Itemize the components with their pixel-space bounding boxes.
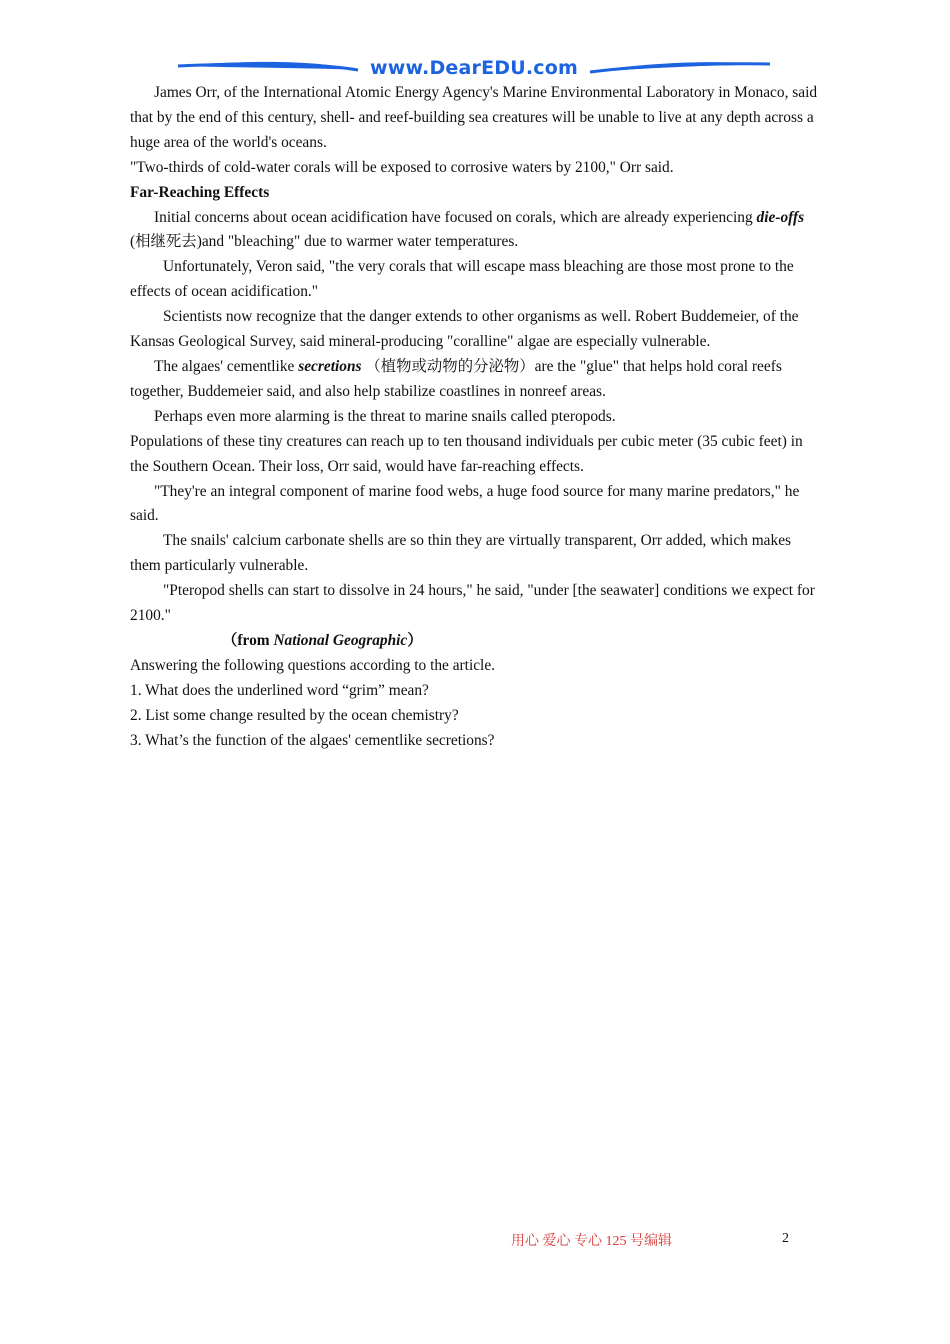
article-body (130, 81, 820, 753)
paragraph-5: Scientists now recognize that the danger extends to other organisms as well. Robert Buddemeier, of the Kansas Geological Survey, said mineral-producing "coralline" algae are especially vulnerable. (130, 308, 799, 351)
paragraph-9: "They're an integral component of marine food webs, a huge food source for many marine predators," he said. (130, 482, 800, 525)
paragraph-4: Unfortunately, Veron said, "the very corals that will escape mass bleaching are those most prone to the effects of ocean acidification." (130, 258, 794, 301)
paragraph-11: "Pteropod shells can start to dissolve in 24 hours," he said, "under [the seawater] conditions we expect for 2100." (130, 582, 815, 625)
questions-intro: Answering the following questions according to the article. (130, 656, 496, 674)
paragraph-3-text: Initial concerns about ocean acidification have focused on corals, which are already experiencing (154, 208, 757, 226)
paragraph-3 (130, 206, 820, 256)
source-name: National Geographic (273, 631, 408, 649)
source-close: ） (407, 631, 423, 649)
paragraph-8: Populations of these tiny creatures can reach up to ten thousand individuals per cubic meter (35 cubic feet) in the Southern Ocean. Their loss, Orr said, would have far-reaching effects. (130, 432, 803, 475)
paragraph-6-text: The algaes' cementlike (154, 357, 299, 375)
paragraph-10: The snails' calcium carbonate shells are so thin they are virtually transparent, Orr added, which makes them particularly vulnerable. (130, 532, 792, 575)
paragraph-1: James Orr, of the International Atomic Energy Agency's Marine Environmental Laboratory in Monaco, said that by the end of this century, shell- and reef-building sea creatures will be unable to live at any depth across a huge area of the world's oceans. (130, 84, 818, 151)
paragraph-6-text-end: are the "glue" that helps hold coral reefs together, Buddemeier said, and also help stabilize coastlines in nonreef areas. (130, 357, 782, 400)
section-heading: Far-Reaching Effects (130, 183, 270, 201)
paragraph-3-text-end: and "bleaching" due to warmer water temperatures. (201, 233, 519, 251)
source-open: （from (222, 631, 274, 649)
page-header (176, 56, 772, 84)
paragraph-7: Perhaps even more alarming is the threat to marine snails called pteropods. (154, 407, 616, 425)
source-line (130, 629, 820, 654)
term-secretions: secretions (298, 357, 362, 375)
question-3: 3. What’s the function of the algaes' cementlike secretions? (130, 731, 495, 749)
paragraph-6 (130, 355, 820, 405)
page-number: 2 (782, 1231, 789, 1246)
question-1: 1. What does the underlined word “grim” mean? (130, 681, 429, 699)
footer-text: 用心 爱心 专心 125 号编辑 (511, 1234, 672, 1249)
question-2: 2. List some change resulted by the ocean chemistry? (130, 706, 459, 724)
gloss-die-offs: (相继死去) (130, 233, 202, 251)
header-logo: www.DearEDU.com (369, 57, 579, 79)
term-die-offs: die-offs (756, 208, 805, 226)
paragraph-2: "Two-thirds of cold-water corals will be exposed to corrosive waters by 2100," Orr said. (130, 158, 674, 176)
gloss-secretions: （植物或动物的分泌物） (361, 357, 535, 375)
